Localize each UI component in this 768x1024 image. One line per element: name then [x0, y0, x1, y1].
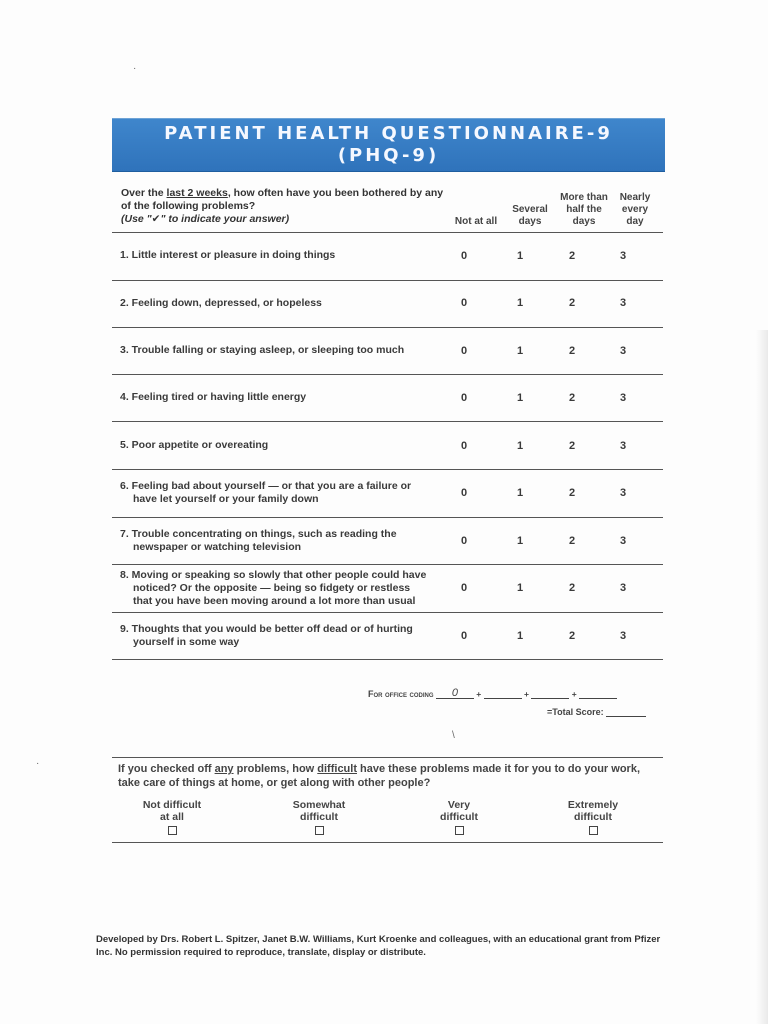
question-line: have let yourself or your family down: [133, 493, 319, 505]
column-header-not-at-all: Not at all: [454, 216, 498, 227]
option-label: difficult: [574, 811, 612, 823]
question-8-score-option-0[interactable]: 0: [460, 582, 468, 594]
question-2-score-option-0[interactable]: 0: [460, 297, 468, 309]
intro-part-2: , how often have you been bothered by any of the following problems?: [121, 187, 444, 212]
plus-sign: +: [476, 689, 482, 699]
question-5-text: [120, 439, 450, 452]
question-8-score-option-3[interactable]: 3: [619, 582, 627, 594]
question-4-score-option-3[interactable]: 3: [619, 392, 627, 404]
option-not-difficult[interactable]: [127, 799, 217, 835]
option-somewhat-difficult[interactable]: [274, 799, 364, 835]
row-divider: [112, 280, 663, 281]
question-6-score-option-3[interactable]: 3: [619, 487, 627, 499]
question-3-score-option-0[interactable]: 0: [460, 345, 468, 357]
question-4-text: [120, 391, 450, 404]
question-4-score-option-0[interactable]: 0: [460, 392, 468, 404]
office-coding-field-3: [531, 688, 569, 699]
footer-credits: Developed by Drs. Robert L. Spitzer, Janet B.W. Williams, Kurt Kroenke and colleagues, with an educational grant from Pfizer Inc. No permission required to reproduce, translate, display or distribute.: [96, 934, 661, 958]
option-label: Very: [447, 799, 471, 811]
question-2-score-option-2[interactable]: 2: [568, 297, 576, 309]
question-4-score-option-2[interactable]: 2: [568, 392, 576, 404]
question-3-score-option-1[interactable]: 1: [516, 345, 524, 357]
question-line: 4. Feeling tired or having little energy: [120, 391, 307, 403]
question-8-text: [120, 569, 450, 608]
checkbox-extremely-difficult[interactable]: [589, 826, 598, 835]
office-coding-field-2: [484, 688, 522, 699]
option-label: difficult: [300, 811, 338, 823]
difficulty-question: [118, 762, 648, 790]
row-divider: [112, 612, 663, 613]
office-coding: [368, 688, 617, 699]
scan-speck: ·: [133, 63, 137, 74]
question-7-score-option-2[interactable]: 2: [568, 535, 576, 547]
option-label: at all: [160, 811, 184, 823]
question-8-score-option-2[interactable]: 2: [568, 582, 576, 594]
question-1-score-option-3[interactable]: 3: [619, 250, 627, 262]
column-header-several-days: Several days: [512, 204, 548, 227]
question-2-text: [120, 297, 450, 310]
intro-underlined: last 2 weeks: [166, 187, 228, 199]
question-8-score-option-1[interactable]: 1: [516, 582, 524, 594]
total-score-label: =Total Score:: [547, 707, 604, 717]
question-line: 9. Thoughts that you would be better off dead or of hurting: [120, 623, 413, 635]
difficulty-part-2: problems, how: [233, 763, 318, 775]
row-divider: [112, 659, 663, 660]
question-line: that you have been moving around a lot more than usual: [133, 595, 416, 607]
question-4-score-option-1[interactable]: 1: [516, 392, 524, 404]
difficulty-bottom-divider: [112, 842, 663, 843]
question-7-score-option-0[interactable]: 0: [460, 535, 468, 547]
row-divider: [112, 469, 663, 470]
question-7-score-option-3[interactable]: 3: [619, 535, 627, 547]
option-label: Not difficult: [142, 799, 202, 811]
intro-part-1: Over the: [121, 187, 167, 199]
option-label: difficult: [440, 811, 478, 823]
difficulty-difficult: difficult: [317, 763, 357, 775]
question-2-score-option-1[interactable]: 1: [516, 297, 524, 309]
question-3-score-option-3[interactable]: 3: [619, 345, 627, 357]
question-3-score-option-2[interactable]: 2: [568, 345, 576, 357]
question-6-score-option-2[interactable]: 2: [568, 487, 576, 499]
question-9-score-option-0[interactable]: 0: [460, 630, 468, 642]
checkbox-not-difficult[interactable]: [168, 826, 177, 835]
option-label: Extremely: [567, 799, 619, 811]
difficulty-part-1: If you checked off: [118, 763, 215, 775]
question-9-score-option-2[interactable]: 2: [568, 630, 576, 642]
scan-speck: ·: [36, 758, 40, 769]
question-7-text: [120, 528, 450, 554]
question-line: 5. Poor appetite or overeating: [120, 439, 269, 451]
row-divider: [112, 517, 663, 518]
question-3-text: [120, 344, 450, 357]
row-divider: [112, 564, 663, 565]
intro-question: [121, 187, 451, 226]
question-line: 7. Trouble concentrating on things, such as reading the: [120, 528, 397, 540]
office-coding-label: For office coding: [368, 689, 434, 699]
question-line: 6. Feeling bad about yourself — or that you are a failure or: [120, 480, 412, 492]
question-line: newspaper or watching television: [133, 541, 302, 553]
column-header-nearly-every-day: Nearly every day: [619, 192, 651, 227]
plus-sign: +: [523, 689, 529, 699]
question-7-score-option-1[interactable]: 1: [516, 535, 524, 547]
question-1-score-option-1[interactable]: 1: [516, 250, 524, 262]
question-line: 3. Trouble falling or staying asleep, or sleeping too much: [120, 344, 405, 356]
question-line: 2. Feeling down, depressed, or hopeless: [120, 297, 322, 309]
question-9-score-option-3[interactable]: 3: [619, 630, 627, 642]
question-5-score-option-1[interactable]: 1: [516, 440, 524, 452]
row-divider: [112, 374, 663, 375]
question-line: noticed? Or the opposite — being so fidgety or restless: [133, 582, 411, 594]
checkbox-very-difficult[interactable]: [455, 826, 464, 835]
office-coding-field-1: 0: [436, 688, 474, 699]
question-6-text: [120, 480, 450, 506]
question-6-score-option-0[interactable]: 0: [460, 487, 468, 499]
question-5-score-option-2[interactable]: 2: [568, 440, 576, 452]
column-header-more-than-half: More than half the days: [560, 192, 608, 227]
title-banner: [112, 118, 665, 172]
question-line: 1. Little interest or pleasure in doing things: [120, 249, 336, 261]
difficulty-top-divider: [112, 757, 663, 758]
question-9-score-option-1[interactable]: 1: [516, 630, 524, 642]
header-divider: [112, 232, 663, 233]
difficulty-part-3: have these problems made it for you to do your work, take care of things at home, or get along with other people?: [118, 763, 640, 789]
question-5-score-option-0[interactable]: 0: [460, 440, 468, 452]
plus-sign: +: [571, 689, 577, 699]
question-1-text: [120, 249, 450, 262]
question-2-score-option-3[interactable]: 3: [619, 297, 627, 309]
total-score-field: [606, 706, 646, 717]
office-coding-field-4: [579, 688, 617, 699]
row-divider: [112, 421, 663, 422]
row-divider: [112, 327, 663, 328]
option-label: Somewhat: [292, 799, 346, 811]
scan-speck: \: [452, 730, 455, 741]
question-5-score-option-3[interactable]: 3: [619, 440, 627, 452]
question-6-score-option-1[interactable]: 1: [516, 487, 524, 499]
difficulty-any: any: [214, 763, 234, 775]
option-very-difficult[interactable]: [414, 799, 504, 835]
option-extremely-difficult[interactable]: [548, 799, 638, 835]
intro-instruction: (Use "✔" to indicate your answer): [121, 213, 290, 225]
title-line-1: PATIENT HEALTH QUESTIONNAIRE-9: [164, 123, 613, 144]
question-1-score-option-0[interactable]: 0: [460, 250, 468, 262]
question-line: 8. Moving or speaking so slowly that other people could have: [120, 569, 427, 581]
page-edge-shadow: [756, 330, 768, 1024]
checkbox-somewhat-difficult[interactable]: [315, 826, 324, 835]
question-1-score-option-2[interactable]: 2: [568, 250, 576, 262]
total-score: [547, 706, 646, 717]
question-9-text: [120, 623, 450, 649]
title-line-2: (PHQ-9): [337, 145, 440, 166]
question-line: yourself in some way: [133, 636, 240, 648]
